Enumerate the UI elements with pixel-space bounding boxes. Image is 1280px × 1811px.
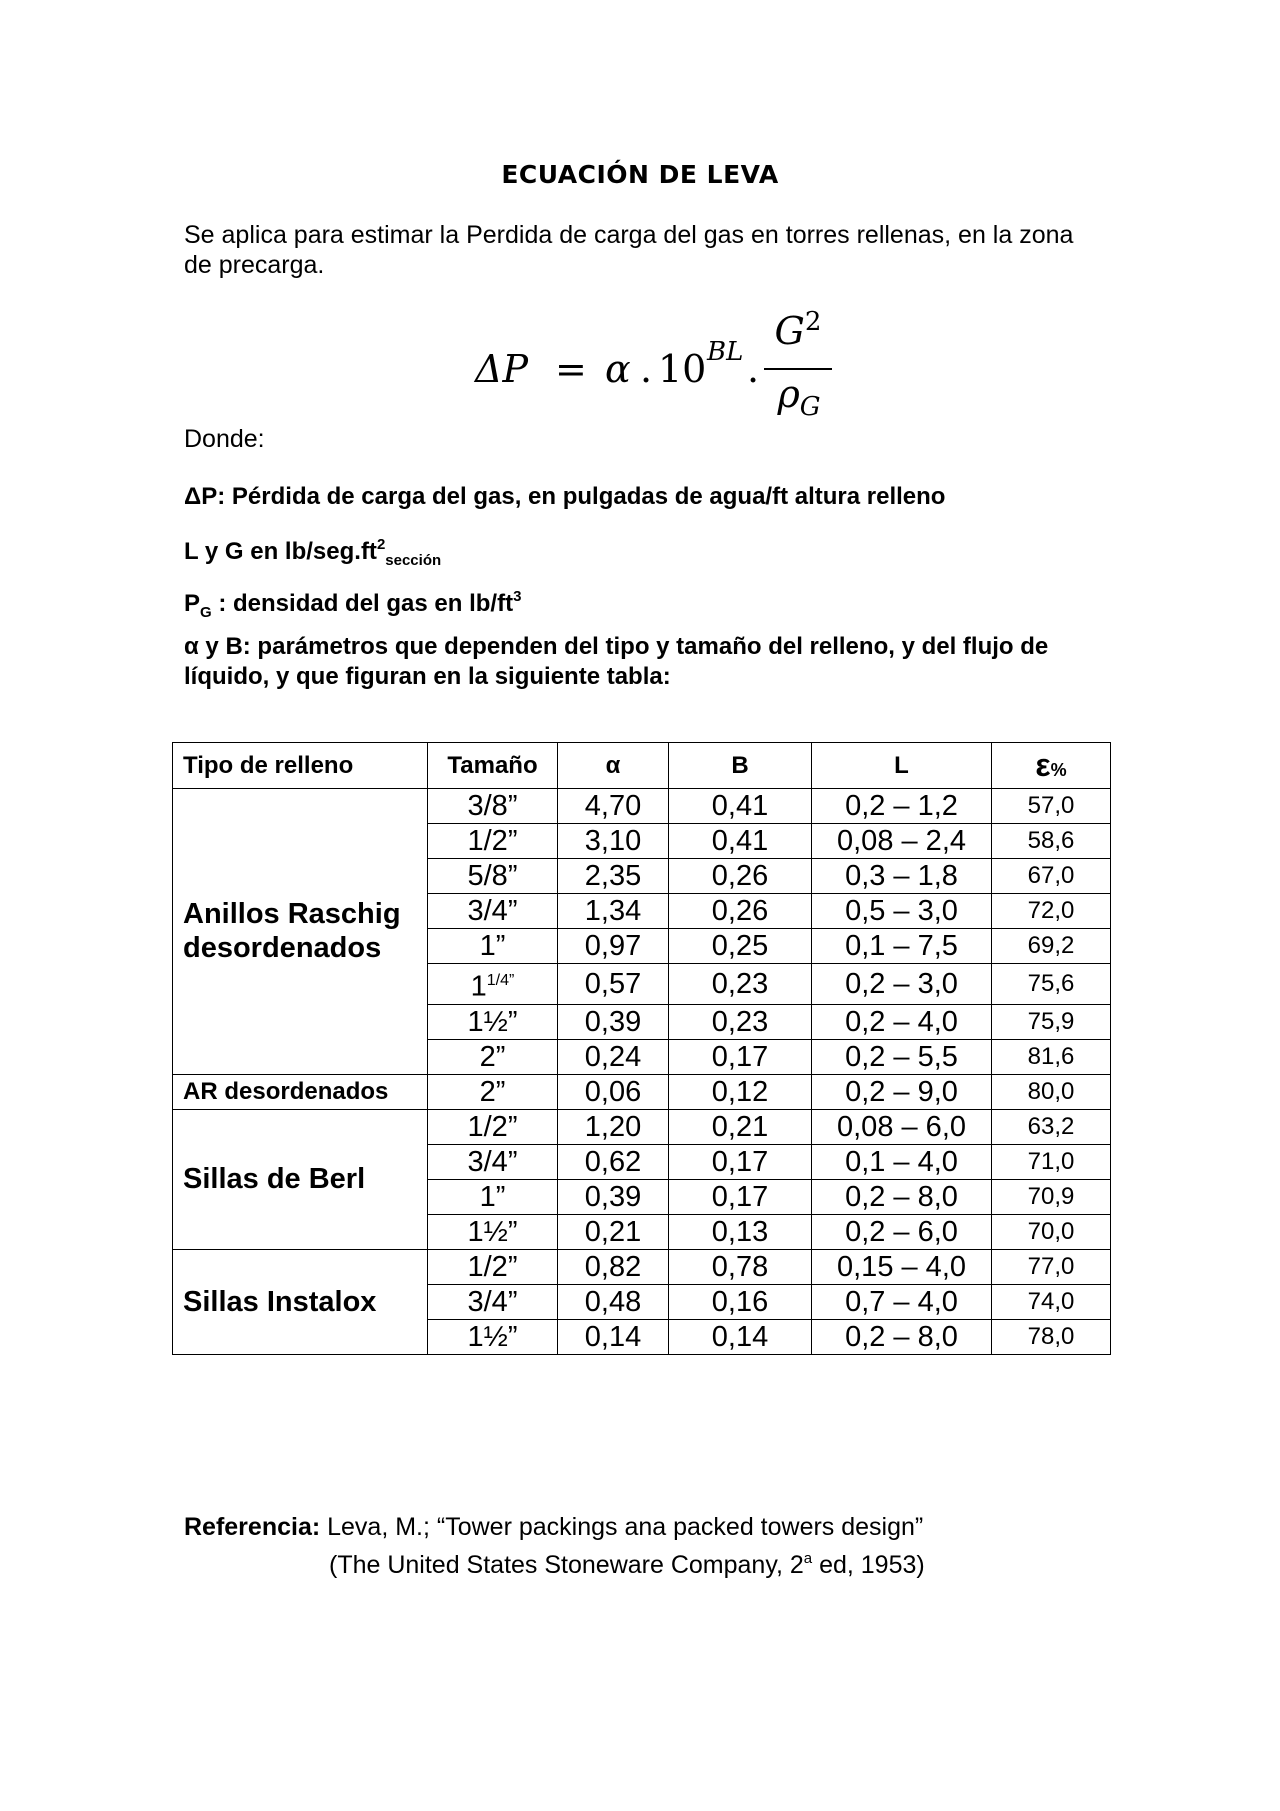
group-sillas-berl: Sillas de Berl — [173, 1109, 428, 1249]
cell-tamano: 1½” — [428, 1214, 558, 1249]
cell-l: 0,2 – 5,5 — [812, 1039, 992, 1074]
formula-equals: = — [555, 347, 587, 391]
cell-eps: 72,0 — [992, 894, 1111, 929]
formula-denominator-sub: G — [799, 392, 821, 422]
definition-alpha-b: α y B: parámetros que dependen del tipo y tamaño del relleno, y del flujo de líquido, y que figuran en la siguiente tabla: — [184, 633, 1049, 690]
cell-alpha: 0,24 — [558, 1039, 669, 1074]
cell-b: 0,17 — [669, 1144, 812, 1179]
reference-line-1: Referencia: Leva, M.; “Tower packings ana packed towers design” — [184, 1513, 924, 1541]
cell-b: 0,78 — [669, 1249, 812, 1284]
cell-eps: 63,2 — [992, 1109, 1111, 1144]
cell-tamano: 2” — [428, 1074, 558, 1109]
cell-l: 0,2 – 6,0 — [812, 1214, 992, 1249]
cell-alpha: 0,39 — [558, 1179, 669, 1214]
cell-l: 0,2 – 8,0 — [812, 1319, 992, 1354]
cell-eps: 75,9 — [992, 1004, 1111, 1039]
cell-alpha: 0,14 — [558, 1319, 669, 1354]
formula-dot: . — [640, 347, 653, 391]
reference-line-2: (The United States Stoneware Company, 2$^a$ ed, 1953) — [329, 1550, 925, 1579]
cell-alpha: 0,39 — [558, 1004, 669, 1039]
cell-b: 0,14 — [669, 1319, 812, 1354]
cell-b: 0,23 — [669, 1004, 812, 1039]
cell-alpha: 0,82 — [558, 1249, 669, 1284]
intro-paragraph: Se aplica para estimar la Perdida de carga del gas en torres rellenas, en la zona de precarga. — [184, 221, 1074, 279]
packing-parameters-table — [172, 742, 1111, 1355]
cell-l: 0,15 – 4,0 — [812, 1249, 992, 1284]
cell-b: 0,25 — [669, 929, 812, 964]
cell-alpha: 0,06 — [558, 1074, 669, 1109]
cell-l: 0,3 – 1,8 — [812, 859, 992, 894]
cell-l: 0,5 – 3,0 — [812, 894, 992, 929]
header-eps: ε% — [992, 743, 1111, 789]
table-row — [173, 1074, 1111, 1109]
cell-l: 0,08 – 2,4 — [812, 824, 992, 859]
cell-eps: 74,0 — [992, 1284, 1111, 1319]
cell-l: 0,2 – 9,0 — [812, 1074, 992, 1109]
cell-b: 0,17 — [669, 1039, 812, 1074]
cell-alpha: 1,20 — [558, 1109, 669, 1144]
cell-tamano: 3/8” — [428, 789, 558, 824]
group-sillas-instalox: Sillas Instalox — [173, 1249, 428, 1354]
cell-tamano: 1” — [428, 1179, 558, 1214]
definition-delta-p: ΔP: Pérdida de carga del gas, en pulgadas de agua/ft altura relleno — [184, 483, 946, 510]
table-row — [173, 789, 1111, 824]
cell-tamano: 5/8” — [428, 859, 558, 894]
cell-eps: 78,0 — [992, 1319, 1111, 1354]
group-anillos-raschig: Anillos Raschig desordenados — [173, 789, 428, 1075]
definition-pg: $P_G$ : densidad del gas en $lb/ft^3$ — [184, 588, 522, 621]
header-alpha: α — [558, 743, 669, 789]
cell-b: 0,17 — [669, 1179, 812, 1214]
cell-eps: 80,0 — [992, 1074, 1111, 1109]
definition-l-g: L y G en $lb/seg.ft^2_{sección}$ — [184, 536, 442, 569]
cell-tamano: 1/2” — [428, 1109, 558, 1144]
cell-tamano: 3/4” — [428, 894, 558, 929]
cell-alpha: 0,21 — [558, 1214, 669, 1249]
header-l: L — [812, 743, 992, 789]
cell-eps: 57,0 — [992, 789, 1111, 824]
cell-alpha: 0,62 — [558, 1144, 669, 1179]
cell-l: 0,2 – 8,0 — [812, 1179, 992, 1214]
cell-alpha: 0,97 — [558, 929, 669, 964]
formula-numerator: $G^2$ — [774, 307, 822, 353]
cell-b: 0,12 — [669, 1074, 812, 1109]
cell-b: 0,13 — [669, 1214, 812, 1249]
cell-alpha: 0,57 — [558, 964, 669, 1005]
table-header-row — [173, 743, 1111, 789]
formula-numerator-power: 2 — [804, 307, 822, 337]
cell-l: 0,2 – 4,0 — [812, 1004, 992, 1039]
cell-tamano: 3/4” — [428, 1144, 558, 1179]
formula-alpha: α — [605, 347, 631, 391]
page-title: ECUACIÓN DE LEVA — [501, 160, 779, 189]
cell-eps: 58,6 — [992, 824, 1111, 859]
cell-l: 0,08 – 6,0 — [812, 1109, 992, 1144]
cell-alpha: 2,35 — [558, 859, 669, 894]
cell-tamano: 2” — [428, 1039, 558, 1074]
cell-tamano: 1½” — [428, 1004, 558, 1039]
cell-b: 0,21 — [669, 1109, 812, 1144]
cell-tamano: 1/2” — [428, 824, 558, 859]
cell-l: 0,1 – 7,5 — [812, 929, 992, 964]
header-tipo: Tipo de relleno — [173, 743, 428, 789]
cell-tamano: 1/2” — [428, 1249, 558, 1284]
cell-tamano: 1½” — [428, 1319, 558, 1354]
cell-eps: 77,0 — [992, 1249, 1111, 1284]
cell-eps: 70,0 — [992, 1214, 1111, 1249]
cell-l: 0,2 – 3,0 — [812, 964, 992, 1005]
fraction-bar — [764, 368, 832, 370]
group-ar-desordenados: AR desordenados — [173, 1074, 428, 1109]
formula-dot-2: . — [747, 347, 760, 391]
cell-eps: 75,6 — [992, 964, 1111, 1005]
cell-tamano: 3/4” — [428, 1284, 558, 1319]
formula-exponent: BL — [707, 337, 744, 367]
cell-l: 0,7 – 4,0 — [812, 1284, 992, 1319]
cell-eps: 70,9 — [992, 1179, 1111, 1214]
cell-b: 0,23 — [669, 964, 812, 1005]
leva-equation — [475, 307, 855, 425]
cell-eps: 81,6 — [992, 1039, 1111, 1074]
cell-b: 0,16 — [669, 1284, 812, 1319]
cell-b: 0,41 — [669, 824, 812, 859]
header-b: B — [669, 743, 812, 789]
cell-tamano: 1” — [428, 929, 558, 964]
donde-label: Donde: — [184, 425, 265, 453]
formula-ten: 10 — [658, 347, 707, 391]
cell-tamano: $1^{1/4”}$ — [428, 964, 558, 1005]
cell-b: 0,41 — [669, 789, 812, 824]
table-row — [173, 1249, 1111, 1284]
cell-eps: 69,2 — [992, 929, 1111, 964]
cell-alpha: 0,48 — [558, 1284, 669, 1319]
formula-lhs: ΔP — [475, 347, 529, 391]
cell-alpha: 3,10 — [558, 824, 669, 859]
cell-l: 0,1 – 4,0 — [812, 1144, 992, 1179]
cell-b: 0,26 — [669, 894, 812, 929]
formula-denominator: $\rho_G$ — [777, 372, 821, 422]
cell-l: 0,2 – 1,2 — [812, 789, 992, 824]
header-tamano: Tamaño — [428, 743, 558, 789]
cell-eps: 71,0 — [992, 1144, 1111, 1179]
reference — [184, 1512, 925, 1581]
table-row — [173, 1109, 1111, 1144]
cell-b: 0,26 — [669, 859, 812, 894]
cell-alpha: 4,70 — [558, 789, 669, 824]
cell-eps: 67,0 — [992, 859, 1111, 894]
table-body — [173, 789, 1111, 1355]
cell-alpha: 1,34 — [558, 894, 669, 929]
